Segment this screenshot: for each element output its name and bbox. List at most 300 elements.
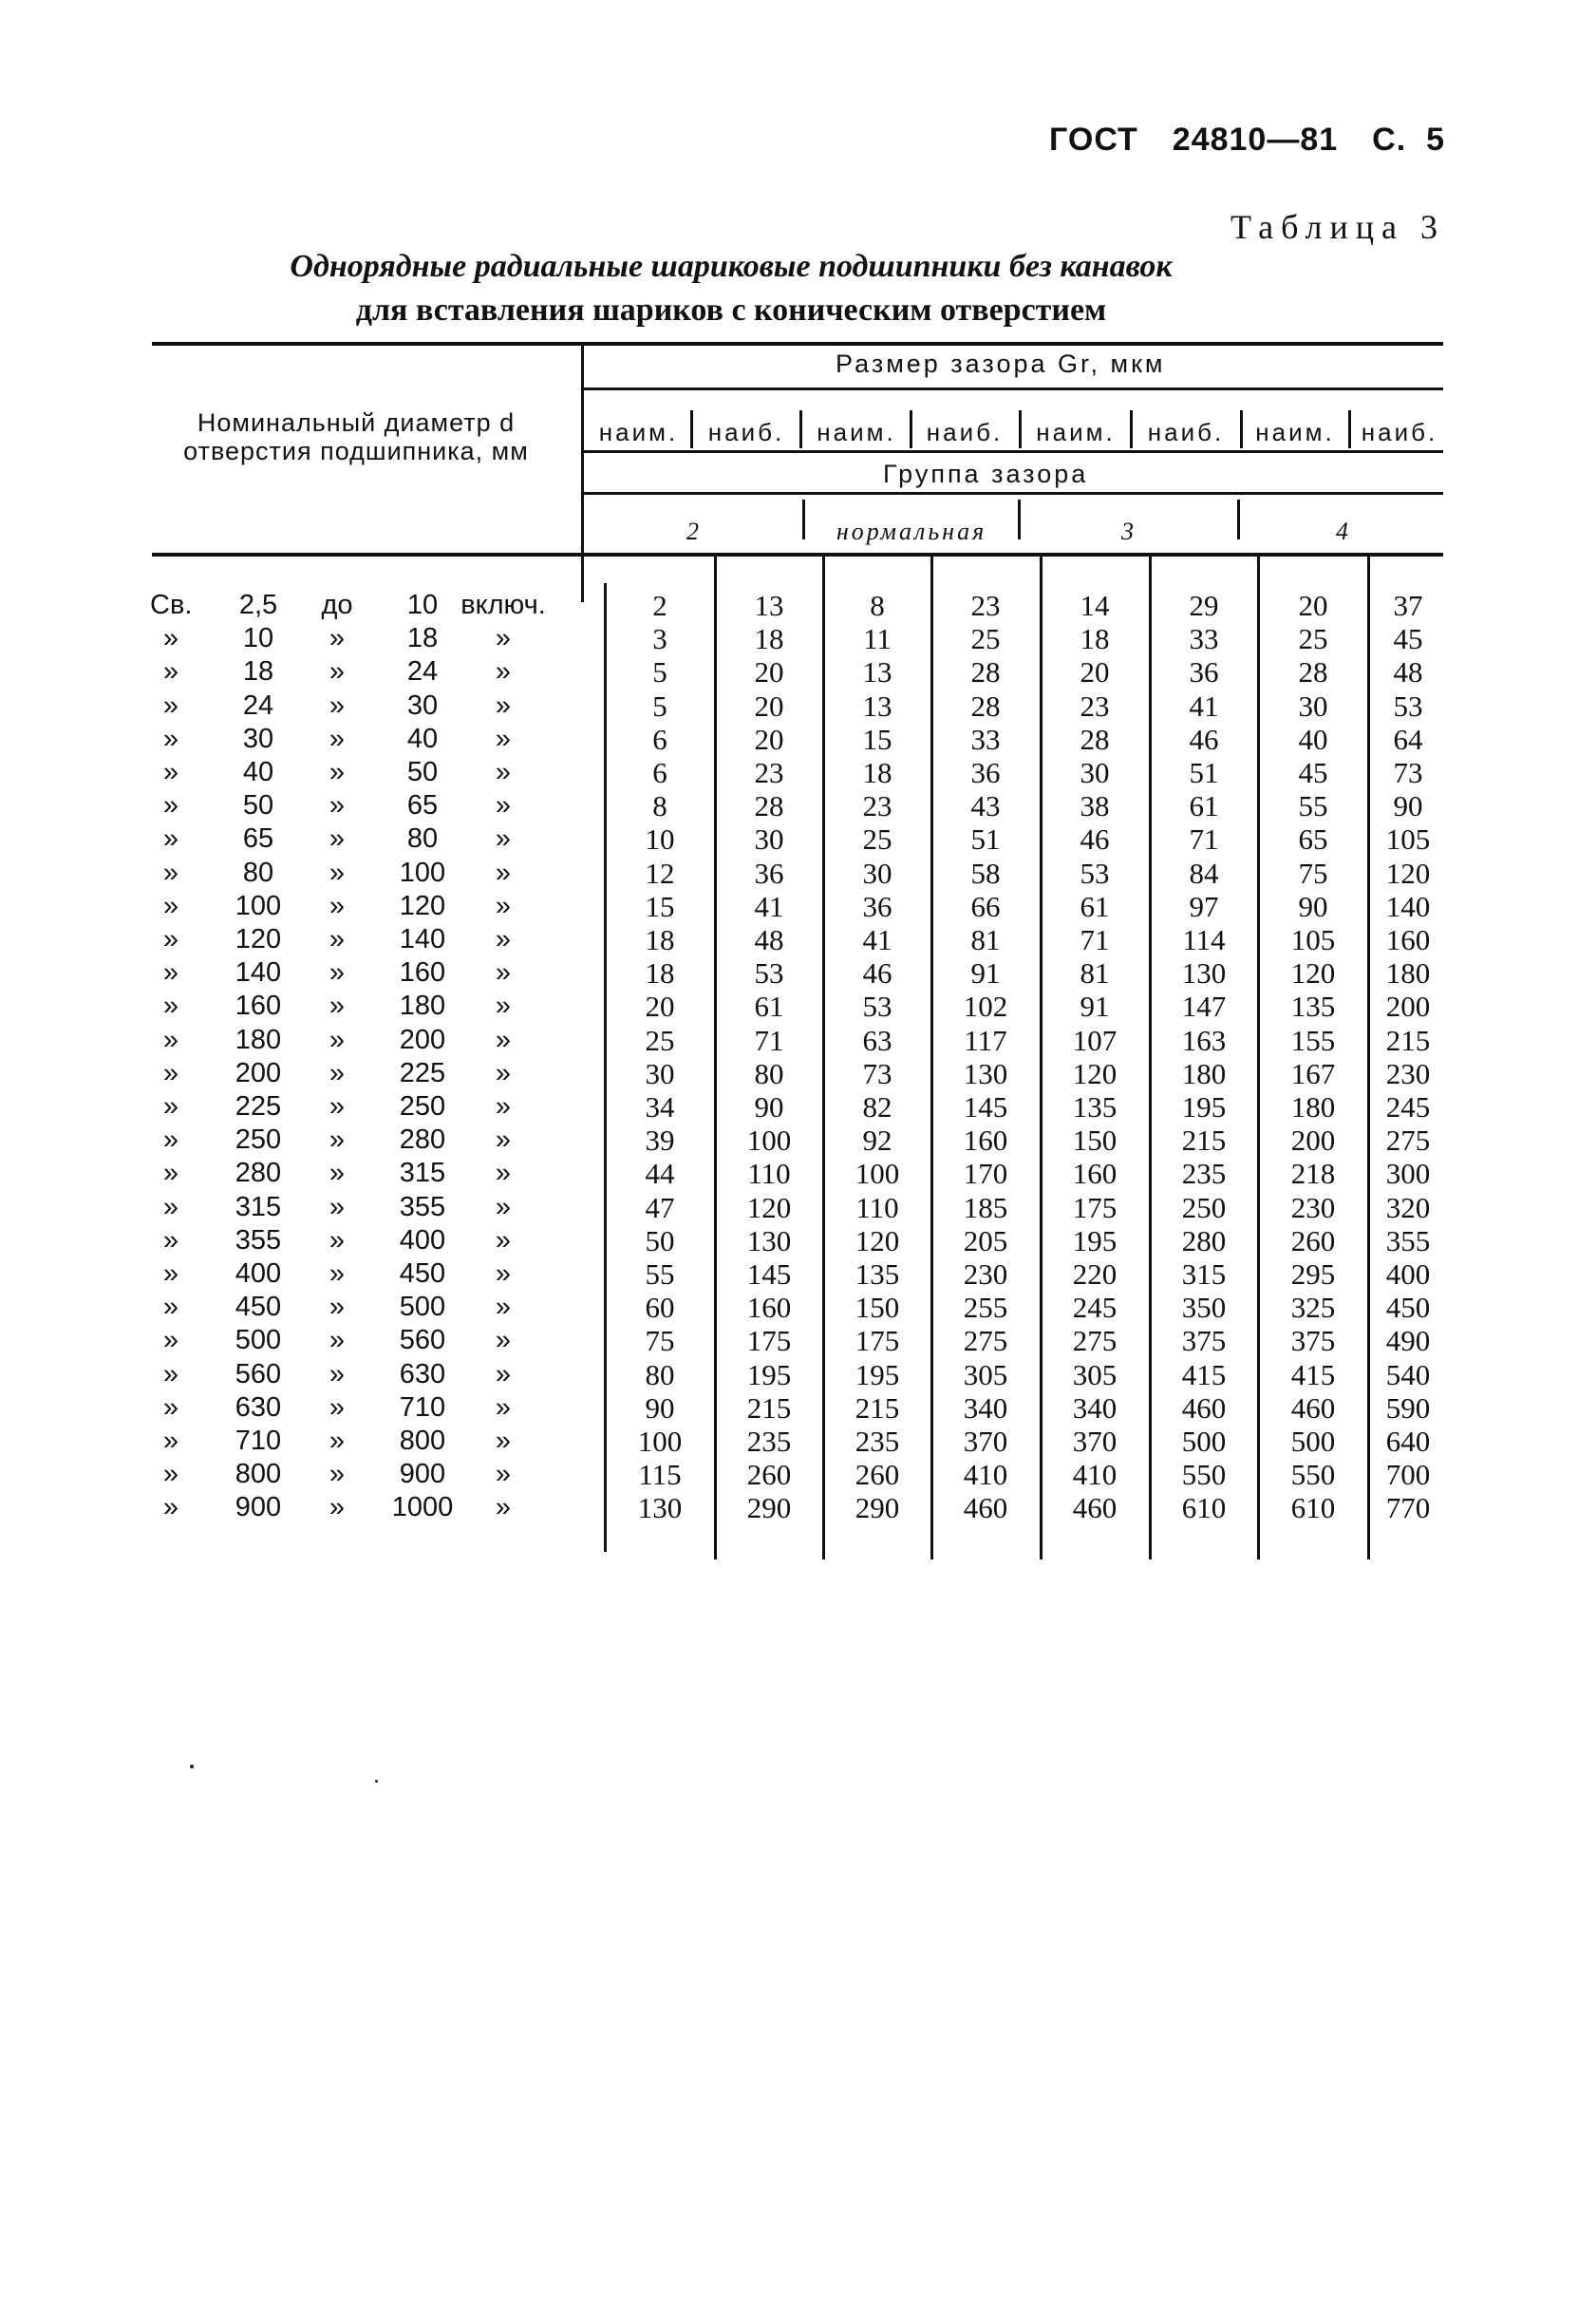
clearance-value: 255 [963, 1291, 1008, 1325]
diameter-to: 100 [399, 857, 446, 888]
diameter-post: » [495, 1492, 512, 1523]
minmax-divider [1348, 410, 1351, 448]
clearance-value: 110 [747, 1157, 791, 1191]
table-row [0, 1024, 1578, 1057]
table-row [0, 756, 1578, 789]
clearance-value: 20 [754, 655, 784, 690]
clearance-value: 55 [645, 1257, 675, 1291]
diameter-pre: » [162, 857, 179, 888]
diameter-pre: » [162, 957, 179, 989]
clearance-value: 130 [746, 1223, 792, 1257]
diameter-pre: » [162, 1459, 179, 1490]
clearance-value: 215 [746, 1390, 792, 1425]
table-row [0, 1291, 1578, 1324]
clearance-value: 13 [754, 589, 784, 622]
doc-type: ГОСТ [1049, 122, 1138, 158]
diameter-from: 30 [242, 723, 274, 754]
clearance-value: 350 [1181, 1291, 1227, 1325]
clearance-value: 235 [1181, 1157, 1227, 1191]
diameter-to: 500 [399, 1292, 446, 1323]
clearance-value: 550 [1290, 1458, 1336, 1492]
diameter-pre: » [162, 1358, 179, 1389]
clearance-value: 20 [645, 990, 675, 1024]
clearance-value: 218 [1290, 1157, 1336, 1191]
clearance-value: 375 [1290, 1324, 1336, 1358]
clearance-value: 550 [1181, 1458, 1227, 1492]
clearance-value: 300 [1385, 1157, 1431, 1191]
clearance-value: 460 [1290, 1390, 1336, 1425]
clearance-value: 145 [746, 1257, 792, 1291]
diameter-pre: » [162, 1224, 179, 1256]
table-title-line2: для вставления шариков с коническим отверстием [355, 293, 1107, 328]
clearance-value: 28 [1298, 655, 1328, 690]
clearance-value: 117 [964, 1023, 1007, 1057]
table-row [0, 890, 1578, 923]
clearance-value: 12 [645, 856, 675, 890]
diameter-pre: Св. [150, 590, 193, 620]
clearance-value: 460 [1181, 1390, 1227, 1425]
diameter-from: 18 [242, 656, 274, 688]
clearance-value: 610 [1290, 1491, 1336, 1525]
table-row [0, 1425, 1578, 1458]
diameter-post: » [495, 690, 512, 721]
clearance-value: 220 [1072, 1257, 1118, 1291]
clearance-value: 245 [1385, 1090, 1431, 1124]
diameter-mid: » [329, 1325, 346, 1356]
clearance-value: 150 [855, 1291, 900, 1325]
clearance-value: 114 [1182, 923, 1226, 956]
clearance-value: 275 [963, 1324, 1008, 1358]
clearance-value: 540 [1385, 1357, 1431, 1391]
minmax-divider [1130, 410, 1133, 448]
group-divider [1018, 500, 1021, 539]
diameter-pre: » [162, 823, 179, 855]
clearance-value: 23 [862, 789, 892, 823]
clearance-value: 11 [863, 622, 892, 656]
minmax-divider [1019, 410, 1022, 448]
diameter-post: » [495, 1024, 512, 1055]
diameter-from: 630 [235, 1391, 282, 1423]
clearance-value: 160 [1072, 1157, 1118, 1191]
diameter-post: включ. [460, 590, 546, 620]
clearance-value: 315 [1181, 1257, 1227, 1291]
clearance-value: 305 [1072, 1357, 1118, 1391]
clearance-value: 5 [652, 655, 667, 690]
diameter-to: 180 [399, 991, 446, 1022]
clearance-value: 41 [1189, 689, 1219, 723]
clearance-value: 44 [645, 1157, 675, 1191]
clearance-value: 230 [1385, 1056, 1431, 1090]
diameter-to: 1000 [391, 1492, 454, 1523]
clearance-value: 41 [862, 923, 892, 956]
clearance-value: 120 [1290, 956, 1336, 991]
clearance-value: 34 [645, 1090, 675, 1124]
diameter-post: » [495, 1292, 512, 1323]
clearance-value: 167 [1290, 1056, 1336, 1090]
clearance-value: 38 [1080, 789, 1110, 823]
diameter-header: Номинальный диаметр d отверстия подшипника, мм [183, 408, 529, 465]
diameter-post: » [495, 1057, 512, 1088]
diameter-pre: » [162, 1124, 179, 1156]
clearance-value: 80 [645, 1357, 675, 1391]
clearance-value: 60 [645, 1291, 675, 1325]
speck [375, 1780, 378, 1783]
diameter-pre: » [162, 623, 179, 654]
diameter-mid: » [329, 823, 346, 855]
diameter-post: » [495, 1158, 512, 1189]
table-row [0, 622, 1578, 655]
diameter-to: 80 [406, 823, 439, 855]
group-normal-label: нормальная [836, 518, 987, 545]
clearance-value: 180 [1181, 1056, 1227, 1090]
clearance-value: 175 [1072, 1190, 1118, 1224]
clearance-value: 91 [1080, 990, 1110, 1024]
max-header: наиб. [1361, 418, 1438, 446]
clearance-value: 23 [754, 756, 784, 789]
diameter-mid: » [329, 890, 346, 921]
diameter-mid: » [329, 857, 346, 888]
diameter-mid: » [329, 1057, 346, 1088]
diameter-post: » [495, 1358, 512, 1389]
clearance-value: 175 [746, 1324, 792, 1358]
clearance-value: 375 [1181, 1324, 1227, 1358]
clearance-value: 290 [746, 1491, 792, 1525]
diameter-mid: » [329, 924, 346, 954]
diameter-mid: » [329, 1426, 346, 1456]
group-header-rule [584, 492, 1443, 495]
diameter-from: 200 [235, 1057, 282, 1088]
clearance-value: 53 [754, 956, 784, 991]
diameter-post: » [495, 1459, 512, 1490]
minmax-divider [1240, 410, 1243, 448]
diameter-from: 355 [235, 1224, 282, 1256]
diameter-from: 900 [235, 1492, 282, 1523]
diameter-to: 18 [406, 623, 439, 654]
diameter-from: 2,5 [238, 590, 278, 620]
clearance-value: 2 [652, 589, 667, 622]
clearance-value: 370 [963, 1425, 1008, 1458]
clearance-value: 25 [645, 1023, 675, 1057]
clearance-value: 100 [637, 1425, 683, 1458]
diameter-mid: » [329, 1224, 346, 1256]
clearance-value: 82 [862, 1090, 892, 1124]
clearance-value: 410 [963, 1458, 1008, 1492]
clearance-value: 230 [963, 1257, 1008, 1291]
diameter-mid: » [329, 1391, 346, 1423]
diameter-post: » [495, 1124, 512, 1156]
diameter-mid: » [329, 1191, 346, 1222]
clearance-value: 250 [1181, 1190, 1227, 1224]
diameter-to: 630 [399, 1358, 446, 1389]
clearance-value: 110 [855, 1190, 899, 1224]
clearance-value: 200 [1385, 990, 1431, 1024]
clearance-value: 61 [1189, 789, 1219, 823]
max-header: наиб. [926, 418, 1004, 446]
page-prefix: С. [1372, 122, 1407, 158]
clearance-value: 305 [963, 1357, 1008, 1391]
clearance-value: 490 [1385, 1324, 1431, 1358]
clearance-value: 130 [963, 1056, 1008, 1090]
diameter-to: 10 [406, 590, 439, 620]
diameter-pre: » [162, 1191, 179, 1222]
diameter-to: 800 [399, 1426, 446, 1456]
clearance-value: 200 [1290, 1124, 1336, 1158]
clearance-value: 40 [1298, 722, 1328, 756]
diameter-post: » [495, 757, 512, 787]
clearance-value: 235 [855, 1425, 900, 1458]
clearance-value: 92 [862, 1124, 892, 1158]
clearance-value: 105 [1290, 923, 1336, 956]
clearance-value: 28 [970, 655, 1001, 690]
diameter-from: 280 [235, 1158, 282, 1189]
clearance-value: 100 [855, 1157, 900, 1191]
clearance-value: 275 [1385, 1124, 1431, 1158]
clearance-value: 6 [652, 756, 667, 789]
clearance-value: 460 [963, 1491, 1008, 1525]
clearance-value: 235 [746, 1425, 792, 1458]
clearance-value: 415 [1290, 1357, 1336, 1391]
clearance-value: 410 [1072, 1458, 1118, 1492]
table-row [0, 822, 1578, 856]
diameter-pre: » [162, 1391, 179, 1423]
clearance-value: 81 [970, 923, 1001, 956]
diameter-from: 500 [235, 1325, 282, 1356]
min-header: наим. [1036, 418, 1116, 446]
min-header: наим. [598, 418, 679, 446]
clearance-value: 28 [754, 789, 784, 823]
table-row [0, 589, 1578, 622]
clearance-value: 90 [1393, 789, 1423, 823]
clearance-value: 105 [1385, 822, 1431, 857]
clearance-value: 20 [1298, 589, 1328, 622]
diameter-to: 280 [399, 1124, 446, 1156]
diameter-post: » [495, 1325, 512, 1356]
clearance-value: 66 [970, 889, 1001, 923]
max-header: наиб. [1147, 418, 1225, 446]
clearance-value: 163 [1181, 1023, 1227, 1057]
table-label: Таблица 3 [1230, 208, 1445, 246]
clearance-value: 39 [645, 1124, 675, 1158]
diameter-from: 140 [235, 957, 282, 989]
clearance-header: Размер зазора Gr, мкм [836, 350, 1166, 378]
diameter-pre: » [162, 1426, 179, 1456]
diameter-to: 140 [399, 924, 446, 954]
diameter-from: 100 [235, 890, 282, 921]
clearance-value: 33 [970, 722, 1001, 756]
clearance-value: 30 [862, 856, 892, 890]
clearance-value: 45 [1393, 622, 1423, 656]
clearance-value: 415 [1181, 1357, 1227, 1391]
diameter-post: » [495, 957, 512, 989]
minmax-divider [910, 410, 912, 448]
clearance-value: 47 [645, 1190, 675, 1224]
group-2-label: 2 [686, 518, 702, 545]
clearance-value: 15 [645, 889, 675, 923]
diameter-mid: » [329, 623, 346, 654]
clearance-value: 46 [862, 956, 892, 991]
diameter-mid: » [329, 790, 346, 822]
clearance-value: 3 [652, 622, 667, 656]
clearance-value: 260 [1290, 1223, 1336, 1257]
diameter-pre: » [162, 1325, 179, 1356]
clearance-value: 640 [1385, 1425, 1431, 1458]
diameter-from: 400 [235, 1258, 282, 1289]
diameter-mid: » [329, 1492, 346, 1523]
clearance-value: 48 [1393, 655, 1423, 690]
table-row [0, 690, 1578, 723]
clearance-value: 23 [970, 589, 1001, 622]
clearance-value: 36 [1189, 655, 1219, 690]
diameter-from: 315 [235, 1191, 282, 1222]
clearance-value: 340 [1072, 1390, 1118, 1425]
clearance-value: 18 [754, 622, 784, 656]
clearance-value: 500 [1290, 1425, 1336, 1458]
clearance-value: 71 [1080, 923, 1110, 956]
clearance-value: 80 [754, 1056, 784, 1090]
diameter-pre: » [162, 656, 179, 688]
table-row [0, 857, 1578, 890]
clearance-value: 175 [855, 1324, 900, 1358]
table-row [0, 1057, 1578, 1090]
diameter-column-divider [581, 346, 584, 602]
table-row [0, 1157, 1578, 1190]
clearance-value: 53 [862, 990, 892, 1024]
page-header [1049, 122, 1445, 159]
diameter-from: 710 [235, 1426, 282, 1456]
clearance-value: 25 [1298, 622, 1328, 656]
diameter-from: 40 [242, 757, 274, 787]
clearance-value: 91 [970, 956, 1001, 991]
clearance-value: 20 [1080, 655, 1110, 690]
clearance-value: 8 [652, 789, 667, 823]
diameter-to: 560 [399, 1325, 446, 1356]
diameter-mid: » [329, 1158, 346, 1189]
doc-number: 24810—81 [1172, 122, 1339, 158]
diameter-to: 900 [399, 1459, 446, 1490]
diameter-mid: » [329, 991, 346, 1022]
diameter-mid: » [329, 1292, 346, 1323]
clearance-value: 120 [1385, 856, 1431, 890]
clearance-value: 25 [970, 622, 1001, 656]
clearance-value: 55 [1298, 789, 1328, 823]
clearance-value: 700 [1385, 1458, 1431, 1492]
clearance-value: 100 [746, 1124, 792, 1158]
clearance-value: 160 [963, 1124, 1008, 1158]
clearance-value: 260 [746, 1458, 792, 1492]
clearance-value: 355 [1385, 1223, 1431, 1257]
clearance-value: 75 [1298, 856, 1328, 890]
table-row [0, 1491, 1578, 1524]
clearance-value: 215 [855, 1390, 900, 1425]
diameter-to: 200 [399, 1024, 446, 1055]
clearance-value: 195 [1072, 1223, 1118, 1257]
clearance-value: 205 [963, 1223, 1008, 1257]
diameter-post: » [495, 790, 512, 822]
clearance-value: 61 [754, 990, 784, 1024]
clearance-value: 20 [754, 689, 784, 723]
page-number [1372, 122, 1445, 159]
clearance-value: 33 [1189, 622, 1219, 656]
diameter-post: » [495, 723, 512, 754]
diameter-from: 250 [235, 1124, 282, 1156]
table-row [0, 1458, 1578, 1491]
clearance-value: 30 [1080, 756, 1110, 789]
clearance-value: 18 [1080, 622, 1110, 656]
diameter-to: 24 [406, 656, 439, 688]
diameter-post: » [495, 623, 512, 654]
diameter-to: 50 [406, 757, 439, 787]
clearance-value: 215 [1385, 1023, 1431, 1057]
clearance-value: 8 [870, 589, 885, 622]
diameter-from: 560 [235, 1358, 282, 1389]
clearance-value: 58 [970, 856, 1001, 890]
clearance-value: 73 [1393, 756, 1423, 789]
clearance-value: 73 [862, 1056, 892, 1090]
clearance-value: 36 [754, 856, 784, 890]
clearance-value: 28 [1080, 722, 1110, 756]
diameter-pre: » [162, 1057, 179, 1088]
header-bottom-rule [152, 553, 1443, 557]
clearance-value: 30 [645, 1056, 675, 1090]
clearance-value: 135 [1290, 990, 1336, 1024]
clearance-value: 46 [1189, 722, 1219, 756]
clearance-value: 53 [1080, 856, 1110, 890]
clearance-value: 450 [1385, 1291, 1431, 1325]
clearance-value: 500 [1181, 1425, 1227, 1458]
diameter-pre: » [162, 1158, 179, 1189]
clearance-value: 147 [1181, 990, 1227, 1024]
diameter-pre: » [162, 1258, 179, 1289]
clearance-value: 90 [754, 1090, 784, 1124]
clearance-value: 340 [963, 1390, 1008, 1425]
diameter-from: 225 [235, 1091, 282, 1122]
clearance-value: 23 [1080, 689, 1110, 723]
clearance-value: 84 [1189, 856, 1219, 890]
clearance-value: 20 [754, 722, 784, 756]
clearance-value: 150 [1072, 1124, 1118, 1158]
clearance-value: 30 [1298, 689, 1328, 723]
clearance-value: 195 [855, 1357, 900, 1391]
diameter-from: 120 [235, 924, 282, 954]
diameter-pre: » [162, 924, 179, 954]
diameter-post: » [495, 857, 512, 888]
table-row [0, 956, 1578, 990]
diameter-post: » [495, 1426, 512, 1456]
clearance-value: 90 [645, 1390, 675, 1425]
clearance-value: 10 [645, 822, 675, 857]
diameter-to: 250 [399, 1091, 446, 1122]
diameter-to: 400 [399, 1224, 446, 1256]
clearance-value: 325 [1290, 1291, 1336, 1325]
clearance-value: 50 [645, 1223, 675, 1257]
diameter-pre: » [162, 757, 179, 787]
diameter-post: » [495, 1191, 512, 1222]
clearance-value: 45 [1298, 756, 1328, 789]
clearance-value: 230 [1290, 1190, 1336, 1224]
clearance-header-rule [584, 387, 1443, 390]
group-4-label: 4 [1336, 518, 1351, 545]
clearance-value: 120 [1072, 1056, 1118, 1090]
diameter-mid: » [329, 1024, 346, 1055]
clearance-value: 36 [862, 889, 892, 923]
diameter-pre: » [162, 1292, 179, 1323]
clearance-value: 18 [645, 956, 675, 991]
clearance-value: 6 [652, 722, 667, 756]
group-header: Группа зазора [883, 460, 1089, 488]
clearance-value: 29 [1189, 589, 1219, 622]
clearance-value: 120 [855, 1223, 900, 1257]
table-row [0, 1391, 1578, 1425]
